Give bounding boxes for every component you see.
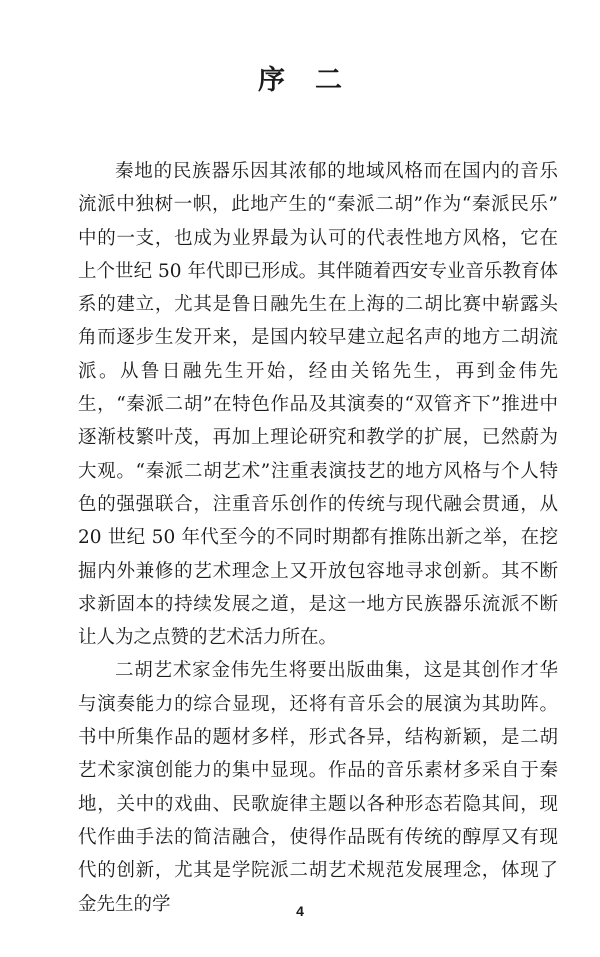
page-title: 序二	[258, 65, 372, 96]
paragraph-2: 二胡艺术家金伟先生将要出版曲集，这是其创作才华与演奏能力的综合显现，还将有音乐会的展演为其助阵。书中所集作品的题材多样，形式各异，结构新颖，是二胡艺术家演创能力的集中显现。作品的音乐素材多采自于秦地，关中的戏曲、民歌旋律主题以各种形态若隐其间，现代作曲手法的简洁融合，使得作品既有传统的醇厚又有现代的创新，尤其是学院派二胡艺术规范发展理念，体现了金先生的学	[78, 660, 558, 915]
paragraph-1: 秦地的民族器乐因其浓郁的地域风格而在国内的音乐流派中独树一帜，此地产生的“秦派二胡”作为“秦派民乐” 中的一支，也成为业界最为认可的代表性地方风格，它在上个世纪 50 年代即已形成。其伴随着西安专业音乐教育体系的建立，尤其是鲁日融先生在上海的二胡比赛中崭露头角而逐步生发开来，是国内较早建立起名声的地方二胡流派。从鲁日融先生开始，经由关铭先生，再到金伟先生，“秦派二胡”在特色作品及其演奏的“双管齐下”推进中逐渐枝繁叶茂，再加上理论研究和教学的扩展，已然蔚为大观。“秦派二胡艺术”注重表演技艺的地方风格与个人特色的强强联合，注重音乐创作的传统与现代融会贯通，从 20 世纪 50 年代至今的不同时期都有推陈出新之举，在挖掘内外兼修的艺术理念上又开放包容地寻求创新。其不断求新固本的持续发展之道，是这一地方民族器乐流派不断让人为之点赞的艺术活力所在。	[78, 161, 558, 649]
body-text	[78, 155, 558, 921]
page-number: 4	[296, 903, 304, 919]
